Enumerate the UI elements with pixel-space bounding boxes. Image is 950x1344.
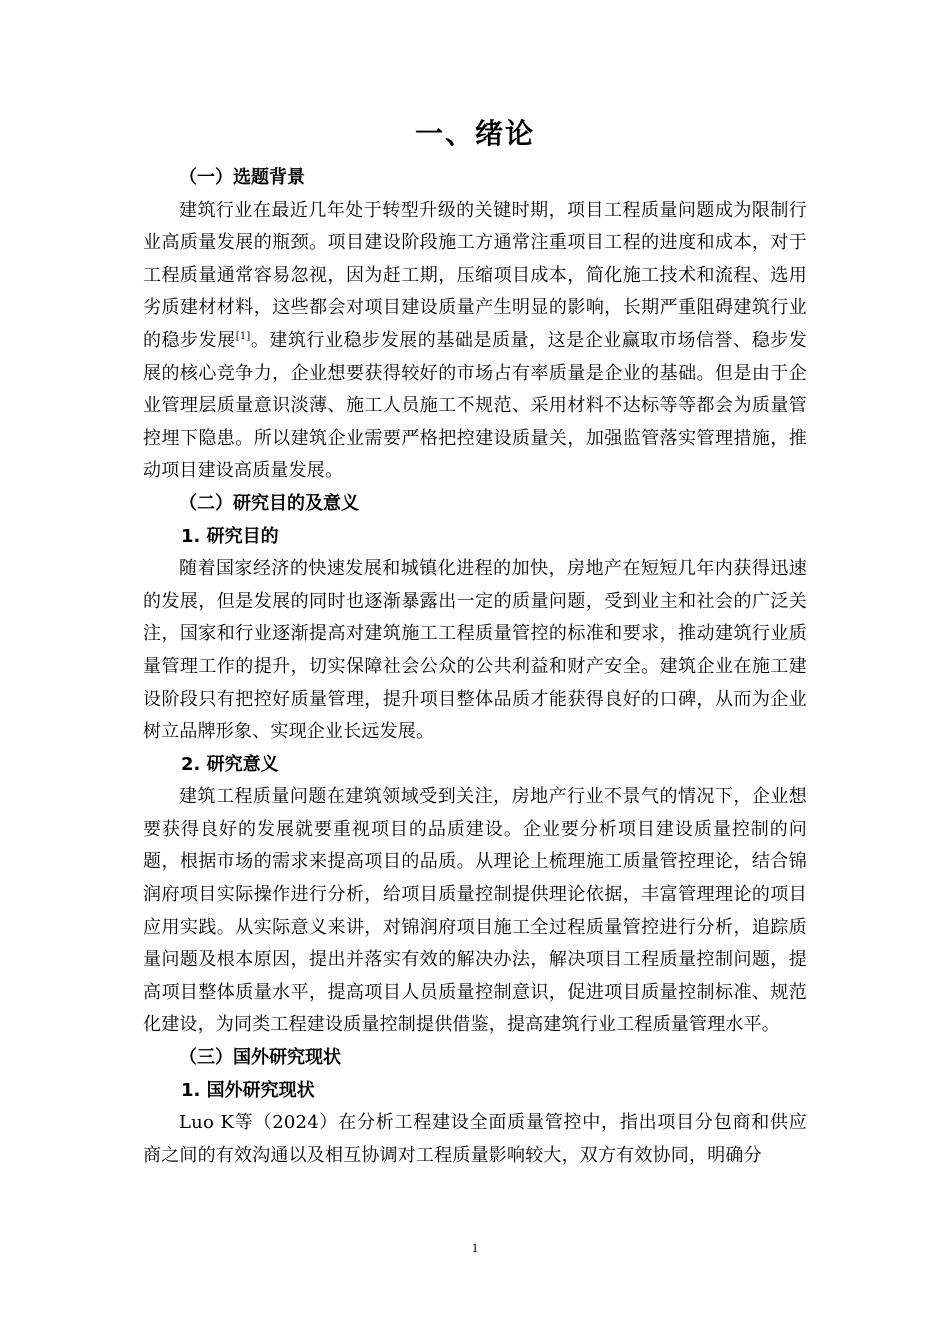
section-heading-purpose-significance: （二）研究目的及意义 <box>179 492 359 514</box>
paragraph-background <box>143 195 807 488</box>
citation-ref: [1] <box>235 330 251 342</box>
subsection-heading-foreign-research: 1. 国外研究现状 <box>181 1079 315 1101</box>
paragraph-significance: 建筑工程质量问题在建筑领域受到关注，房地产行业不景气的情况下，企业想要获得良好的发展就要重视项目的品质建设。企业要分析项目建设质量控制的问题，根据市场的需求来提高项目的品质。从理论上梳理施工质量管控理论，结合锦润府项目实际操作进行分析，给项目质量控制提供理论依据，丰富管理理论的项目应用实践。从实际意义来讲，对锦润府项目施工全过程质量管控进行分析，追踪质量问题及根本原因，提出并落实有效的解决办法，解决项目工程质量控制问题，提高项目整体质量水平，提高项目人员质量控制意识，促进项目质量控制标准、规范化建设，为同类工程建设质量控制提供借鉴，提高建筑行业工程质量管理水平。 <box>143 786 807 1036</box>
paragraph-purpose: 随着国家经济的快速发展和城镇化进程的加快，房地产在短短几年内获得迅速的发展，但是发展的同时也逐渐暴露出一定的质量问题，受到业主和社会的广泛关注，国家和行业逐渐提高对建筑施工工程质量管控的标准和要求，推动建筑行业质量管理工作的提升，切实保障社会公众的公共利益和财产安全。建筑企业在施工建设阶段只有把控好质量管理，提升项目整体品质才能获得良好的口碑，从而为企业树立品牌形象、实现企业长远发展。 <box>143 558 807 743</box>
paragraph-text: 建筑行业在最近几年处于转型升级的关键时期，项目工程质量问题成为限制行业高质量发展的瓶颈。项目建设阶段施工方通常注重项目工程的进度和成本，对于工程质量通常容易忽视，因为赶工期，压缩项目成本，简化施工技术和流程、选用劣质建材材料，这些都会对项目建设质量产生明显的影响，长期严重阻碍建筑行业的稳步发展 <box>143 199 807 351</box>
section-heading-background: （一）选题背景 <box>179 167 305 188</box>
paragraph-foreign-research: Luo K等（2024）在分析工程建设全面质量管控中，指出项目分包商和供应商之间的有效沟通以及相互协调对工程质量影响较大，双方有效协同，明确分 <box>143 1112 807 1166</box>
paragraph-text: 。建筑行业稳步发展的基础是质量，这是企业赢取市场信誉、稳步发展的核心竞争力，企业想要获得较好的市场占有率质量是企业的基础。但是由于企业管理层质量意识淡薄、施工人员施工不规范、采用材料不达标等等都会为质量管控埋下隐患。所以建筑企业需要严格把控建设质量关，加强监管落实管理措施，推动项目建设高质量发展。 <box>143 329 807 482</box>
subsection-heading-significance: 2. 研究意义 <box>181 753 279 775</box>
page-number: 1 <box>471 1240 479 1255</box>
section-heading-foreign-research: （三）国外研究现状 <box>179 1047 341 1069</box>
chapter-title: 一、绪论 <box>414 117 535 150</box>
subsection-heading-purpose: 1. 研究目的 <box>181 525 279 547</box>
page-content <box>143 162 807 1172</box>
